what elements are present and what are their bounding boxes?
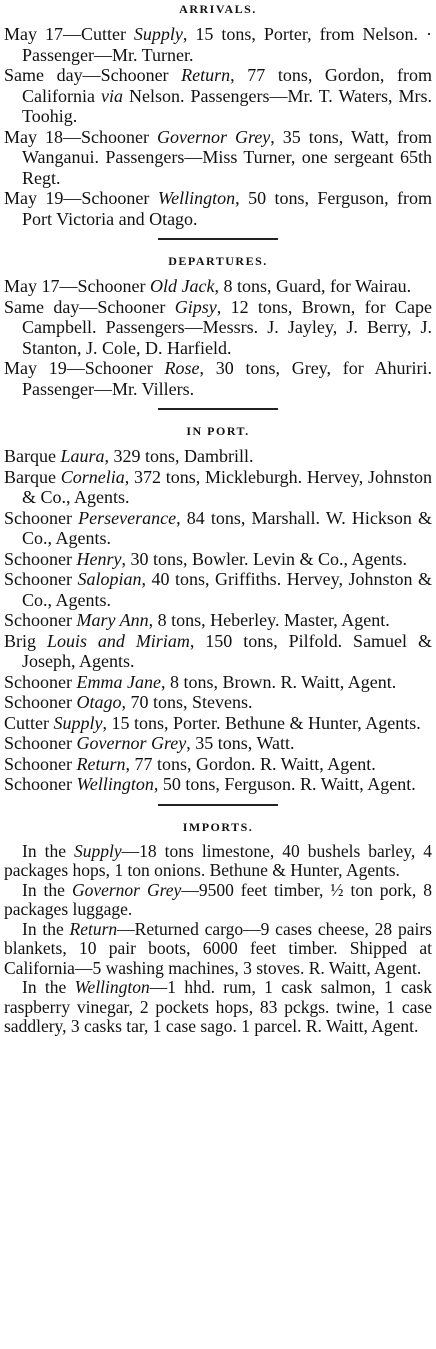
vessel-name: Supply xyxy=(133,24,183,44)
in-port-entry: Barque Laura, 329 tons, Dambrill. xyxy=(4,446,254,466)
in-port-entry: Schooner Perseverance, 84 tons, Marshall. W. Hickson & Co., Agents. xyxy=(4,507,433,548)
in-port-entry: Schooner Mary Ann, 8 tons, Heberley. Master, Agent. xyxy=(4,610,390,630)
vessel-name: Henry xyxy=(76,548,122,569)
in-port-entry: Schooner Governor Grey, 35 tons, Watt. xyxy=(4,733,295,753)
section-divider xyxy=(158,238,278,240)
vessel-name: Louis and Miriam xyxy=(46,630,190,651)
import-entry: In the Supply—18 tons limestone, 40 bushels barley, 4 packages hops, 1 ton onions. Bethune & Hunter, Agents. xyxy=(4,840,432,880)
vessel-name: Rose xyxy=(164,358,200,378)
vessel-name: Gipsy xyxy=(174,296,217,317)
in-port-entry: Barque Cornelia, 372 tons, Mickleburgh. Hervey, Johnston & Co., Agents. xyxy=(4,466,432,507)
in-port-entry: Schooner Return, 77 tons, Gordon. R. Waitt, Agent. xyxy=(4,753,376,774)
vessel-name: Supply xyxy=(73,840,122,861)
section-divider xyxy=(158,408,278,410)
vessel-name: Mary Ann xyxy=(76,610,149,630)
departure-entry: May 17—Schooner Old Jack, 8 tons, Guard, for Wairau. xyxy=(4,276,412,296)
arrival-entry: May 17—Cutter Supply, 15 tons, Porter, from Nelson. · Passenger—Mr. Turner. xyxy=(4,24,432,65)
imports-list xyxy=(4,842,432,1037)
vessel-name: Return xyxy=(181,65,231,85)
arrival-entry: Same day—Schooner Return, 77 tons, Gordon, from California via Nelson. Passengers—Mr. T. Waters, Mrs. Toohig. xyxy=(4,65,432,126)
in-port-entry: Schooner Otago, 70 tons, Stevens. xyxy=(4,692,253,712)
departures-list xyxy=(4,276,432,399)
vessel-name: Perseverance xyxy=(78,507,177,528)
departures-heading: DEPARTURES. xyxy=(168,254,268,268)
vessel-name: Return xyxy=(76,753,126,774)
arrivals-list xyxy=(4,24,432,229)
vessel-name: Wellington xyxy=(76,774,154,794)
in-port-entry: Schooner Salopian, 40 tons, Griffiths. Hervey, Johnston & Co., Agents. xyxy=(4,569,433,610)
vessel-name: Return xyxy=(69,918,118,939)
arrival-entry: May 19—Schooner Wellington, 50 tons, Ferguson, from Port Victoria and Otago. xyxy=(4,188,432,229)
imports-heading: IMPORTS. xyxy=(182,819,254,834)
departure-entry: Same day—Schooner Gipsy, 12 tons, Brown, for Cape Campbell. Passengers—Messrs. J. Jayley, J. Berry, J. Stanton, J. Cole, D. Harfield. xyxy=(4,296,432,358)
import-entry: In the Governor Grey—9500 feet timber, ½ ton pork, 8 packages luggage. xyxy=(4,879,432,919)
vessel-name: Wellington xyxy=(157,188,236,208)
vessel-name: Salopian xyxy=(77,569,142,589)
import-entry: In the Return—Returned cargo—9 cases cheese, 28 pairs blankets, 10 pair boots, 6000 feet timber. Shipped at California—5 washing machines, 3 stoves. R. Waitt, Agent. xyxy=(4,918,432,978)
arrival-entry: May 18—Schooner Governor Grey, 35 tons, Watt, from Wanganui. Passengers—Miss Turner, one sergeant 65th Regt. xyxy=(4,126,432,188)
in-port-entry: Schooner Emma Jane, 8 tons, Brown. R. Waitt, Agent. xyxy=(4,671,397,692)
in-port-entry: Schooner Wellington, 50 tons, Ferguson. R. Waitt, Agent. xyxy=(4,774,416,794)
vessel-name: Governor Grey xyxy=(71,879,182,900)
vessel-name: Emma Jane xyxy=(76,671,161,692)
in-port-entry: Brig Louis and Miriam, 150 tons, Pilfold. Samuel & Joseph, Agents. xyxy=(4,630,432,671)
vessel-name: Wellington xyxy=(74,977,150,997)
vessel-name: Old Jack xyxy=(149,276,215,296)
departure-entry: May 19—Schooner Rose, 30 tons, Grey, for Ahuriri. Passenger—Mr. Villers. xyxy=(4,358,432,399)
import-entry: In the Wellington—1 hhd. rum, 1 cask salmon, 1 cask raspberry vinegar, 2 pockets hops, 83 pckgs. twine, 1 case saddlery, 3 casks tar, 1 case sago. 1 parcel. R. Waitt, Agent. xyxy=(4,977,432,1036)
vessel-name: Governor Grey xyxy=(156,126,271,147)
vessel-name: Laura xyxy=(60,446,105,466)
in-port-entry: Cutter Supply, 15 tons, Porter. Bethune & Hunter, Agents. xyxy=(4,712,421,733)
arrivals-heading: ARRIVALS. xyxy=(179,2,257,16)
vessel-name: Supply xyxy=(53,712,103,733)
vessel-name: Governor Grey xyxy=(76,733,187,753)
in-port-heading: IN PORT. xyxy=(186,424,250,438)
in-port-entry: Schooner Henry, 30 tons, Bowler. Levin & Co., Agents. xyxy=(4,548,407,569)
in-port-list xyxy=(4,446,432,795)
section-divider xyxy=(158,804,278,806)
vessel-name: Otago xyxy=(76,692,122,712)
vessel-name: Cornelia xyxy=(60,466,125,487)
